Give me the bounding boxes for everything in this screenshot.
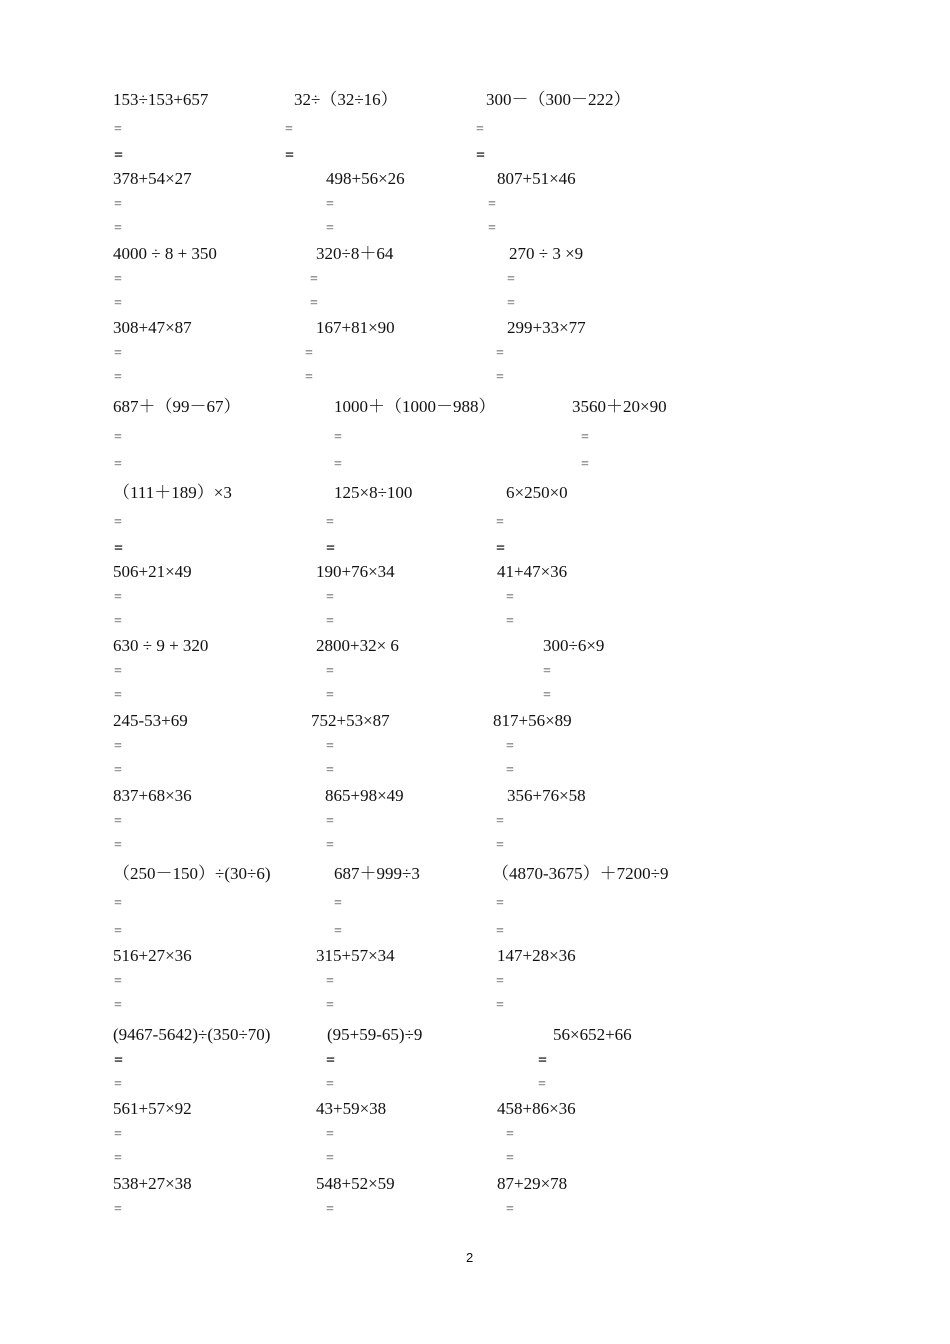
problem-expression: 458+86×36 — [497, 1099, 576, 1118]
problem-expression: 43+59×38 — [316, 1099, 387, 1118]
answer-line-equals: = — [496, 838, 504, 853]
answer-line-equals: = — [114, 346, 122, 361]
problem-expression: 356+76×58 — [507, 786, 586, 805]
answer-line-equals: = — [326, 688, 334, 703]
answer-line-equals: = — [334, 430, 342, 445]
answer-line-equals: = — [114, 430, 122, 445]
problem-expression: 561+57×92 — [113, 1099, 192, 1118]
problem-expression: 807+51×46 — [497, 169, 576, 188]
answer-line-equals: = — [114, 1052, 124, 1069]
problem-expression: 378+54×27 — [113, 169, 192, 188]
answer-line-equals: = — [114, 515, 122, 530]
problem-expression: 538+27×38 — [113, 1174, 192, 1193]
answer-line-equals: = — [496, 974, 504, 989]
answer-line-equals: = — [326, 838, 334, 853]
answer-line-equals: = — [326, 197, 334, 212]
answer-line-equals: = — [310, 272, 318, 287]
answer-line-equals: = — [305, 370, 313, 385]
answer-line-equals: = — [543, 664, 551, 679]
answer-line-equals: = — [326, 739, 334, 754]
answer-line-equals: = — [114, 1151, 122, 1166]
answer-line-equals: = — [496, 998, 504, 1013]
problem-expression: 817+56×89 — [493, 711, 572, 730]
problem-expression: 548+52×59 — [316, 1174, 395, 1193]
answer-line-equals: = — [326, 614, 334, 629]
answer-line-equals: = — [114, 1127, 122, 1142]
answer-line-equals: = — [326, 540, 336, 557]
answer-line-equals: = — [114, 664, 122, 679]
answer-line-equals: = — [326, 1202, 334, 1217]
answer-line-equals: = — [326, 1052, 336, 1069]
answer-line-equals: = — [326, 974, 334, 989]
problem-expression: 752+53×87 — [311, 711, 390, 730]
answer-line-equals: = — [326, 221, 334, 236]
problem-expression: 167+81×90 — [316, 318, 395, 337]
answer-line-equals: = — [285, 147, 295, 164]
answer-line-equals: = — [506, 1151, 514, 1166]
problem-expression: 320÷8＋64 — [316, 244, 394, 263]
answer-line-equals: = — [114, 814, 122, 829]
answer-line-equals: = — [496, 896, 504, 911]
answer-line-equals: = — [114, 590, 122, 605]
answer-line-equals: = — [326, 1127, 334, 1142]
answer-line-equals: = — [114, 1077, 122, 1092]
problem-expression: （250－150）÷(30÷6) — [113, 864, 271, 883]
problem-expression: 270 ÷ 3 ×9 — [509, 244, 584, 263]
answer-line-equals: = — [506, 590, 514, 605]
problem-expression: 190+76×34 — [316, 562, 395, 581]
problem-expression: （111＋189）×3 — [113, 483, 232, 502]
answer-line-equals: = — [114, 739, 122, 754]
answer-line-equals: = — [114, 924, 122, 939]
answer-line-equals: = — [538, 1052, 548, 1069]
problem-expression: (9467-5642)÷(350÷70) — [113, 1025, 271, 1044]
answer-line-equals: = — [506, 614, 514, 629]
answer-line-equals: = — [507, 296, 515, 311]
answer-line-equals: = — [114, 540, 124, 557]
answer-line-equals: = — [334, 924, 342, 939]
answer-line-equals: = — [496, 814, 504, 829]
problem-expression: 125×8÷100 — [334, 483, 413, 502]
problem-expression: 300－（300－222） — [486, 90, 631, 109]
problem-expression: 630 ÷ 9 + 320 — [113, 636, 209, 655]
answer-line-equals: = — [114, 688, 122, 703]
answer-line-equals: = — [488, 197, 496, 212]
answer-line-equals: = — [114, 614, 122, 629]
answer-line-equals: = — [114, 838, 122, 853]
answer-line-equals: = — [476, 122, 484, 137]
answer-line-equals: = — [326, 590, 334, 605]
answer-line-equals: = — [506, 1202, 514, 1217]
answer-line-equals: = — [310, 296, 318, 311]
answer-line-equals: = — [114, 1202, 122, 1217]
problem-expression: 4000 ÷ 8 + 350 — [113, 244, 217, 263]
answer-line-equals: = — [114, 457, 122, 472]
problem-expression: 2800+32× 6 — [316, 636, 399, 655]
problem-expression: 308+47×87 — [113, 318, 192, 337]
answer-line-equals: = — [326, 1151, 334, 1166]
answer-line-equals: = — [326, 814, 334, 829]
answer-line-equals: = — [114, 370, 122, 385]
answer-line-equals: = — [496, 540, 506, 557]
answer-line-equals: = — [326, 763, 334, 778]
answer-line-equals: = — [334, 896, 342, 911]
answer-line-equals: = — [326, 998, 334, 1013]
answer-line-equals: = — [326, 515, 334, 530]
answer-line-equals: = — [114, 122, 122, 137]
answer-line-equals: = — [114, 221, 122, 236]
answer-line-equals: = — [496, 346, 504, 361]
answer-line-equals: = — [496, 370, 504, 385]
answer-line-equals: = — [538, 1077, 546, 1092]
problem-expression: (95+59-65)÷9 — [327, 1025, 423, 1044]
answer-line-equals: = — [114, 296, 122, 311]
answer-line-equals: = — [506, 1127, 514, 1142]
problem-expression: 300÷6×9 — [543, 636, 605, 655]
answer-line-equals: = — [305, 346, 313, 361]
answer-line-equals: = — [285, 122, 293, 137]
problem-expression: （4870-3675）＋7200÷9 — [492, 864, 669, 883]
problem-expression: 6×250×0 — [506, 483, 568, 502]
answer-line-equals: = — [114, 763, 122, 778]
page-number: 2 — [466, 1250, 474, 1265]
answer-line-equals: = — [581, 430, 589, 445]
answer-line-equals: = — [543, 688, 551, 703]
answer-line-equals: = — [114, 272, 122, 287]
problem-expression: 245-53+69 — [113, 711, 188, 730]
problem-expression: 687＋999÷3 — [334, 864, 420, 883]
answer-line-equals: = — [334, 457, 342, 472]
problem-expression: 687＋（99－67） — [113, 397, 241, 416]
answer-line-equals: = — [114, 998, 122, 1013]
problem-expression: 87+29×78 — [497, 1174, 568, 1193]
answer-line-equals: = — [326, 664, 334, 679]
answer-line-equals: = — [114, 147, 124, 164]
answer-line-equals: = — [507, 272, 515, 287]
problem-expression: 498+56×26 — [326, 169, 405, 188]
answer-line-equals: = — [581, 457, 589, 472]
answer-line-equals: = — [114, 197, 122, 212]
answer-line-equals: = — [114, 896, 122, 911]
problem-expression: 153÷153+657 — [113, 90, 209, 109]
problem-expression: 315+57×34 — [316, 946, 395, 965]
problem-expression: 506+21×49 — [113, 562, 192, 581]
answer-line-equals: = — [476, 147, 486, 164]
problem-expression: 865+98×49 — [325, 786, 404, 805]
problem-expression: 299+33×77 — [507, 318, 586, 337]
answer-line-equals: = — [496, 924, 504, 939]
answer-line-equals: = — [114, 974, 122, 989]
problem-expression: 516+27×36 — [113, 946, 192, 965]
problem-expression: 56×652+66 — [553, 1025, 632, 1044]
answer-line-equals: = — [496, 515, 504, 530]
answer-line-equals: = — [326, 1077, 334, 1092]
problem-expression: 837+68×36 — [113, 786, 192, 805]
problem-expression: 3560＋20×90 — [572, 397, 667, 416]
answer-line-equals: = — [506, 739, 514, 754]
answer-line-equals: = — [488, 221, 496, 236]
problem-expression: 1000＋（1000－988） — [334, 397, 496, 416]
answer-line-equals: = — [506, 763, 514, 778]
problem-expression: 41+47×36 — [497, 562, 568, 581]
problem-expression: 32÷（32÷16） — [294, 90, 398, 109]
problem-expression: 147+28×36 — [497, 946, 576, 965]
